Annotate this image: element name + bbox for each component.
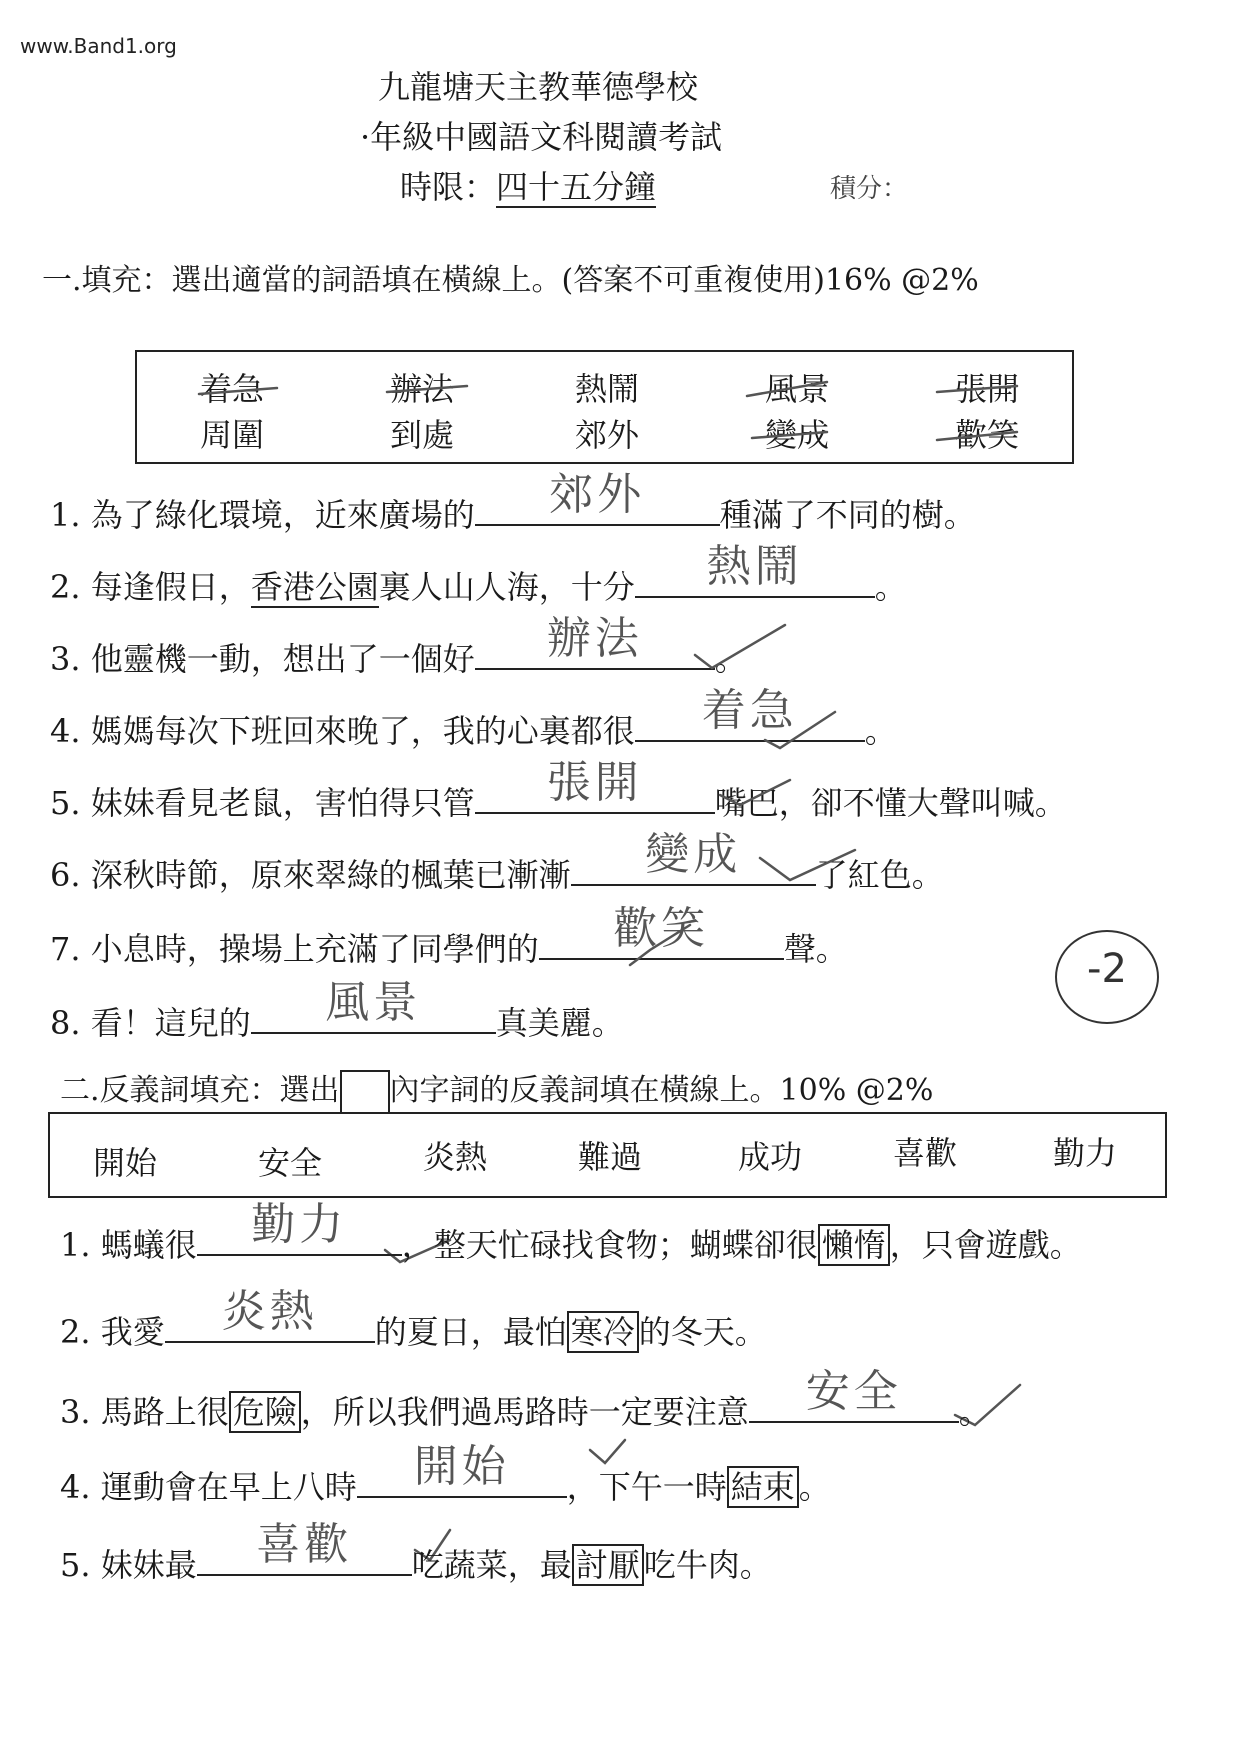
handwritten-answer: 歡笑 — [613, 903, 710, 954]
bank-word: 勤力 — [1052, 1134, 1117, 1172]
handwritten-answer: 安全 — [805, 1366, 902, 1417]
handwritten-answer: 開始 — [413, 1441, 510, 1492]
section2-title: 二.反義詞填充：選出 內字詞的反義詞填在橫線上。10% @2% — [60, 1065, 933, 1114]
handwritten-answer: 喜歡 — [256, 1519, 353, 1570]
bank-word: 周圍 — [199, 416, 264, 454]
boxed-word: 結束 — [727, 1466, 799, 1508]
bank-word: 變成 — [764, 416, 829, 454]
bank-word: 風景 — [764, 370, 829, 408]
handwritten-answer: 張開 — [546, 757, 643, 808]
s1-question-4: 4. 媽媽每次下班回來晚了，我的心裏都很 着急 。 — [50, 704, 897, 752]
section1-title: 一.填充：選出適當的詞語填在橫線上。(答案不可重複使用)16% @2% — [42, 263, 979, 298]
s1-question-6: 6. 深秋時節，原來翠綠的楓葉已漸漸 變成 了紅色。 — [50, 848, 944, 896]
s1-question-5: 5. 妹妹看見老鼠，害怕得只管 張開 嘴巴，卻不懂大聲叫喊。 — [50, 776, 1067, 824]
bank-word: 到處 — [389, 416, 454, 454]
school-name: 九龍塘天主教華德學校 — [378, 68, 699, 106]
s2-question-2: 2. 我愛 炎熱 的夏日，最怕 寒冷 的冬天。 — [60, 1305, 767, 1353]
boxed-word: 寒冷 — [567, 1311, 639, 1353]
s2-question-3: 3. 馬路上很 危險 ，所以我們過馬路時一定要注意 安全 。 — [60, 1385, 991, 1433]
bank-word: 開始 — [92, 1144, 157, 1182]
bank-word: 張開 — [954, 370, 1019, 408]
bank-word: 歡笑 — [954, 416, 1019, 454]
bank-word: 着急 — [199, 370, 264, 408]
time-value: 四十五分鐘 — [496, 168, 657, 206]
handwritten-answer: 勤力 — [251, 1199, 348, 1250]
answer-blank[interactable] — [197, 1199, 402, 1256]
bank-word: 炎熱 — [422, 1138, 487, 1176]
bank-word: 安全 — [257, 1144, 322, 1182]
handwritten-answer: 辦法 — [546, 613, 643, 664]
boxed-word: 危險 — [229, 1391, 301, 1433]
bank-word: 辦法 — [389, 370, 454, 408]
bank-word: 成功 — [737, 1138, 802, 1176]
bank-word: 熱鬧 — [574, 370, 639, 408]
handwritten-answer: 炎熱 — [221, 1286, 318, 1337]
bank-word: 喜歡 — [892, 1134, 957, 1172]
s1-question-3: 3. 他靈機一動，想出了一個好 辦法 。 — [50, 632, 747, 680]
bank-word: 郊外 — [574, 416, 639, 454]
answer-blank[interactable] — [165, 1286, 375, 1343]
handwritten-answer: 郊外 — [549, 469, 646, 520]
handwritten-answer: 變成 — [645, 829, 742, 880]
boxed-word: 討厭 — [572, 1544, 644, 1586]
s1-question-7: 7. 小息時，操場上充滿了同學們的 歡笑 聲。 — [50, 922, 848, 970]
score-mark-circle — [1055, 930, 1159, 1024]
score-fragment: 積分： — [830, 174, 909, 204]
answer-blank[interactable] — [749, 1366, 959, 1423]
answer-blank[interactable] — [357, 1441, 567, 1498]
s2-question-1: 1. 螞蟻很 勤力 ，整天忙碌找食物；蝴蝶卻很 懶惰 ，只會遊戲。 — [60, 1218, 1082, 1266]
example-box — [340, 1070, 390, 1114]
s1-question-2: 2. 每逢假日，香港公園裏人山人海，十分 熱鬧 。 — [50, 560, 907, 608]
s2-question-5: 5. 妹妹最 喜歡 吃蔬菜，最 討厭 吃牛肉。 — [60, 1538, 772, 1586]
watermark: www.Band1.org — [20, 34, 177, 58]
section2-word-bank — [48, 1112, 1167, 1198]
time-prefix: 時限： — [400, 168, 497, 206]
score-mark: -2 — [1087, 946, 1127, 992]
s1-question-8: 8. 看！這兒的 風景 真美麗。 — [50, 996, 624, 1044]
bank-word: 難過 — [577, 1138, 642, 1176]
answer-blank[interactable] — [197, 1519, 412, 1576]
underlined-place: 香港公園 — [250, 568, 379, 606]
handwritten-answer: 着急 — [701, 685, 798, 736]
handwritten-answer: 熱鬧 — [706, 541, 803, 592]
handwritten-answer: 風景 — [325, 977, 422, 1028]
s2-question-4: 4. 運動會在早上八時 開始 ，下午一時 結束 。 — [60, 1460, 831, 1508]
exam-title: ·年級中國語文科閱讀考試 — [360, 118, 723, 156]
s1-question-1: 1. 為了綠化環境，近來廣場的 郊外 種滿了不同的樹。 — [50, 488, 976, 536]
boxed-word: 懶惰 — [818, 1224, 890, 1266]
